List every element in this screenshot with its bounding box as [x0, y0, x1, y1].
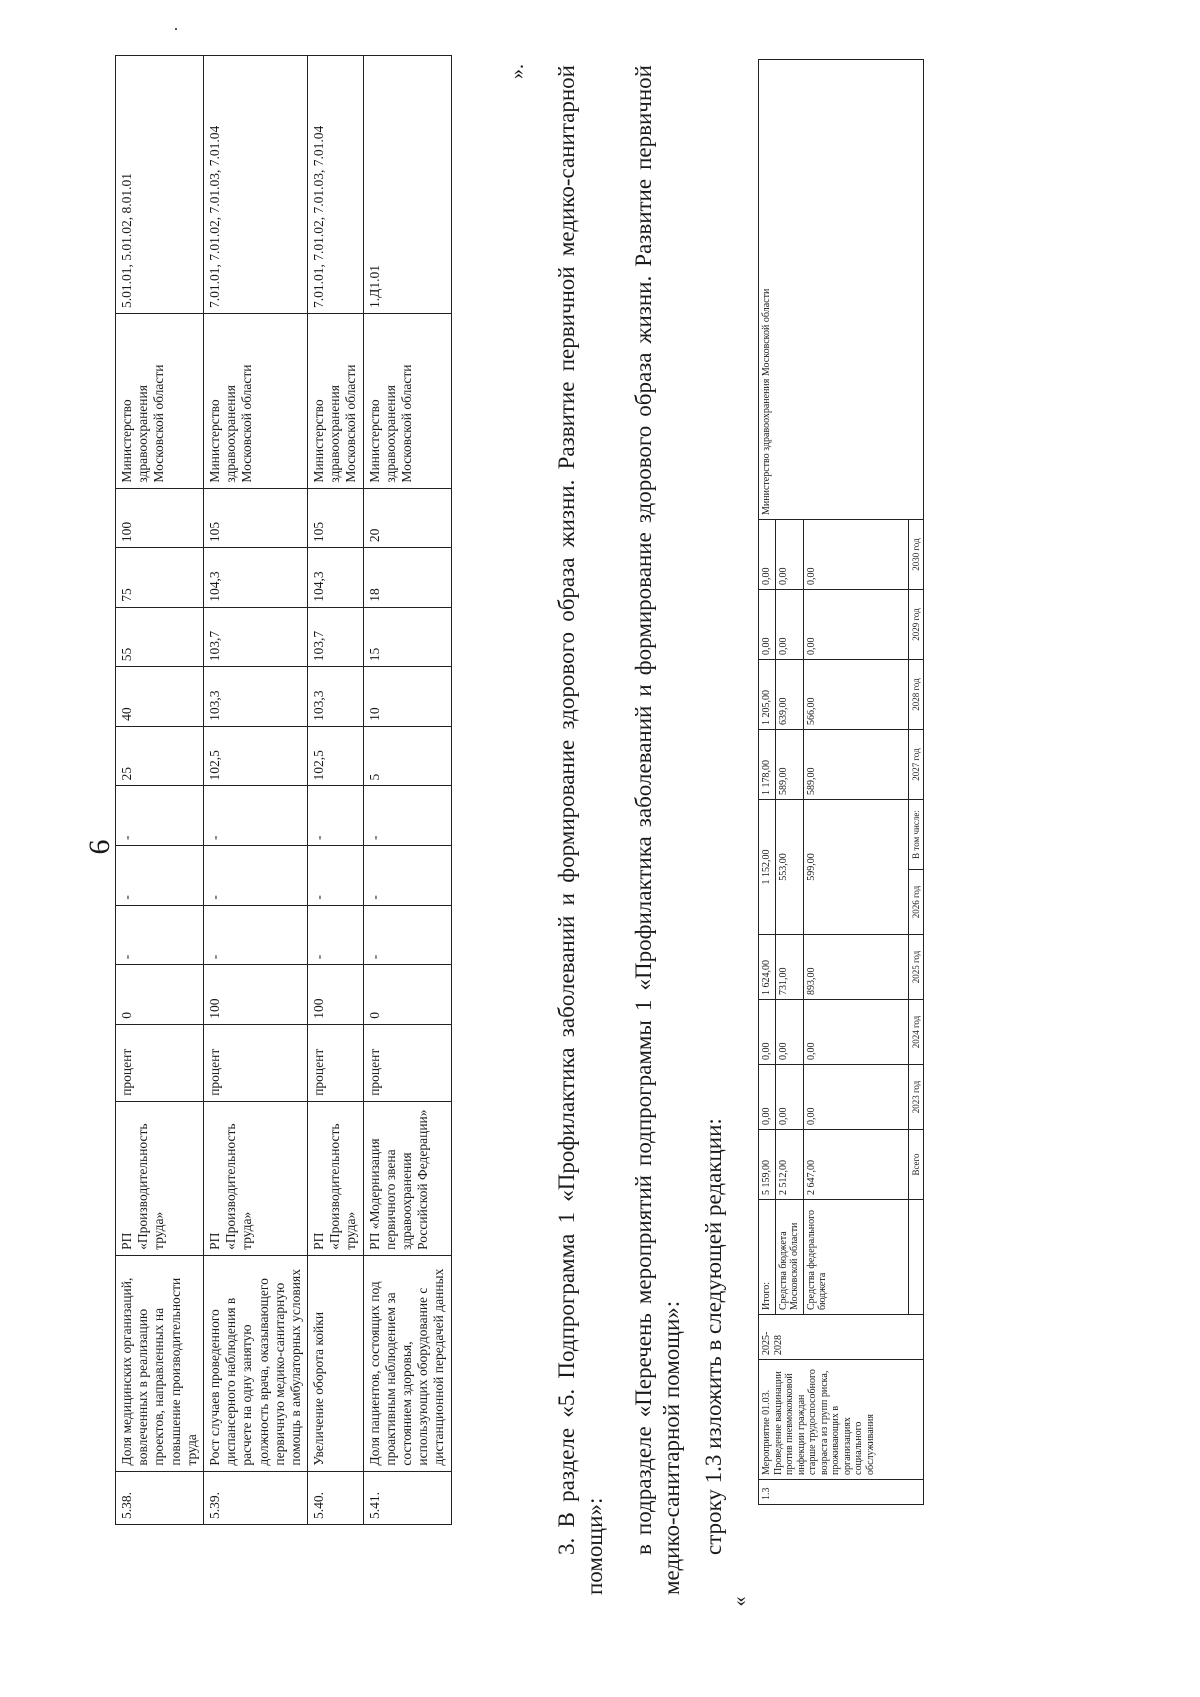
- indicator-c3: -: [308, 786, 364, 846]
- header-including: В том числе:: [908, 800, 923, 870]
- finance-cell: 0,00: [803, 520, 908, 590]
- indicator-c1: -: [363, 905, 451, 965]
- opening-quote: «: [728, 1596, 751, 1607]
- indicator-num: 5.38.: [116, 1471, 204, 1524]
- indicator-row: [203, 56, 307, 1525]
- indicator-c7: 104,3: [308, 548, 364, 608]
- finance-num: 1.3: [759, 1480, 924, 1505]
- finance-cell: 0,00: [759, 520, 776, 590]
- finance-cell: 0,00: [803, 1000, 908, 1065]
- finance-cell: 566,00: [803, 660, 908, 730]
- header-year: 2029 год: [908, 590, 923, 660]
- finance-cell: 2 512,00: [775, 1130, 803, 1200]
- indicator-resp: Министерство здравоохранения Московской области: [203, 313, 307, 488]
- header-year: 2025 год: [908, 935, 923, 1000]
- indicator-c4: 102,5: [308, 726, 364, 786]
- finance-row-total: [759, 60, 776, 1505]
- indicator-c2: -: [203, 846, 307, 906]
- indicator-c6: 55: [116, 607, 204, 667]
- finance-cell: 589,00: [803, 730, 908, 800]
- indicator-c3: -: [363, 786, 451, 846]
- finance-cell: 599,00: [803, 800, 908, 935]
- finance-cell: 639,00: [775, 660, 803, 730]
- finance-cell: 731,00: [775, 935, 803, 1000]
- scan-speck: [175, 28, 177, 30]
- indicator-c1: -: [308, 905, 364, 965]
- indicator-links: 1.Д1.01: [363, 56, 451, 314]
- indicator-links: 7.01.01, 7.01.02, 7.01.03, 7.01.04: [203, 56, 307, 314]
- indicator-unit: процент: [203, 1024, 307, 1101]
- finance-cell: 589,00: [775, 730, 803, 800]
- finance-cell: 1 624,00: [759, 935, 776, 1000]
- indicator-c7: 18: [363, 548, 451, 608]
- header-year: 2024 год: [908, 1000, 923, 1065]
- indicator-base: 100: [203, 965, 307, 1025]
- indicator-project: РП «Производительность труда»: [116, 1101, 204, 1255]
- indicator-c1: -: [116, 905, 204, 965]
- indicator-c6: 103,7: [203, 607, 307, 667]
- indicator-c8: 20: [363, 488, 451, 548]
- indicator-links: 7.01.01, 7.01.02, 7.01.03, 7.01.04: [308, 56, 364, 314]
- indicator-c6: 103,7: [308, 607, 364, 667]
- finance-source: Средства бюджета Московской области: [775, 1200, 803, 1315]
- indicator-name: Доля медицинских организаций, вовлеченных в реализацию проектов, направленных на повышение производительности труда: [116, 1255, 204, 1471]
- indicator-c4: 5: [363, 726, 451, 786]
- indicator-table: [115, 55, 452, 1525]
- indicator-num: 5.39.: [203, 1471, 307, 1524]
- finance-cell: 0,00: [775, 1065, 803, 1130]
- paragraph-text: в подразделе «Перечень мероприятий подпрограммы 1 «Профилактика заболеваний и формирование здорового образа жизни. Развитие первичной медико-санитарной помощи»:: [631, 65, 685, 1595]
- finance-cell: 0,00: [775, 1000, 803, 1065]
- indicator-name: Рост случаев проведенного диспансерного наблюдения в расчете на одну занятую должность врача, оказывающего первичную медико-санитарную помощь в амбулаторных условиях: [203, 1255, 307, 1471]
- indicator-c5: 103,3: [308, 667, 364, 727]
- indicator-unit: процент: [363, 1024, 451, 1101]
- indicator-num: 5.40.: [308, 1471, 364, 1524]
- paragraph-section-3: [553, 65, 609, 1595]
- finance-source: Итого:: [759, 1200, 776, 1315]
- finance-cell: 0,00: [803, 590, 908, 660]
- finance-event: Мероприятие 01.03. Проведение вакцинации против пневмококковой инфекции граждан старше трудоспособного возраста из групп риска, проживающих в организациях социального обслуживания: [759, 1360, 924, 1480]
- indicator-row: [308, 56, 364, 1525]
- indicator-base: 100: [308, 965, 364, 1025]
- finance-resp: Министерство здравоохранения Московской области: [759, 60, 924, 520]
- indicator-c5: 10: [363, 667, 451, 727]
- finance-cell: 0,00: [759, 1065, 776, 1130]
- finance-cell: 0,00: [759, 590, 776, 660]
- finance-cell: 2 647,00: [803, 1130, 908, 1200]
- indicator-resp: Министерство здравоохранения Московской области: [363, 313, 451, 488]
- indicator-c5: 103,3: [203, 667, 307, 727]
- finance-cell: 0,00: [775, 520, 803, 590]
- finance-period: 2025-2028: [759, 1315, 924, 1360]
- indicator-base: 0: [116, 965, 204, 1025]
- indicator-name: Доля пациентов, состоящих под проактивным наблюдением за состоянием здоровья, использующих оборудование с дистанционной передачей данных: [363, 1255, 451, 1471]
- paragraph-instruction: [700, 65, 728, 1595]
- indicator-c3: -: [116, 786, 204, 846]
- indicator-name: Увеличение оборота койки: [308, 1255, 364, 1471]
- indicator-c8: 105: [203, 488, 307, 548]
- indicator-c2: -: [308, 846, 364, 906]
- indicator-num: 5.41.: [363, 1471, 451, 1524]
- page-number: 6: [83, 839, 116, 855]
- finance-cell: 1 205,00: [759, 660, 776, 730]
- header-year: 2026 год: [908, 870, 923, 935]
- indicator-c4: 25: [116, 726, 204, 786]
- finance-cell: 0,00: [775, 590, 803, 660]
- finance-cell: 5 159,00: [759, 1130, 776, 1200]
- finance-source: Средства федерального бюджета: [803, 1200, 908, 1315]
- header-year: 2023 год: [908, 1065, 923, 1130]
- indicator-c2: -: [116, 846, 204, 906]
- finance-cell: 893,00: [803, 935, 908, 1000]
- indicator-c7: 104,3: [203, 548, 307, 608]
- header-year: 2027 год: [908, 730, 923, 800]
- finance-cell: 553,00: [775, 800, 803, 935]
- finance-table: [758, 65, 924, 1505]
- indicator-c2: -: [363, 846, 451, 906]
- header-total: Всего: [908, 1130, 923, 1200]
- indicator-project: РП «Производительность труда»: [308, 1101, 364, 1255]
- header-year: 2028 год: [908, 660, 923, 730]
- indicator-c5: 40: [116, 667, 204, 727]
- closing-quote: ».: [506, 64, 528, 79]
- header-year: 2030 год: [908, 520, 923, 590]
- indicator-project: РП «Производительность труда»: [203, 1101, 307, 1255]
- indicator-c8: 105: [308, 488, 364, 548]
- finance-cell: 1 178,00: [759, 730, 776, 800]
- paragraph-subsection: [630, 65, 686, 1595]
- indicator-c1: -: [203, 905, 307, 965]
- finance-cell: 1 152,00: [759, 800, 776, 935]
- paragraph-text: 3. В разделе «5. Подпрограмма 1 «Профилактика заболеваний и формирование здорового образа жизни. Развитие первичной медико-санитарной помощи»:: [554, 65, 608, 1595]
- indicator-row: [116, 56, 204, 1525]
- indicator-resp: Министерство здравоохранения Московской области: [116, 313, 204, 488]
- finance-cell: 0,00: [803, 1065, 908, 1130]
- indicator-resp: Министерство здравоохранения Московской области: [308, 313, 364, 488]
- finance-cell: 0,00: [759, 1000, 776, 1065]
- indicator-c3: -: [203, 786, 307, 846]
- indicator-row: [363, 56, 451, 1525]
- indicator-c7: 75: [116, 548, 204, 608]
- indicator-unit: процент: [116, 1024, 204, 1101]
- indicator-c8: 100: [116, 488, 204, 548]
- indicator-c6: 15: [363, 607, 451, 667]
- indicator-project: РП «Модернизация первичного звена здравоохранения Российской Федерации»: [363, 1101, 451, 1255]
- indicator-unit: процент: [308, 1024, 364, 1101]
- indicator-links: 5.01.01, 5.01.02, 8.01.01: [116, 56, 204, 314]
- indicator-base: 0: [363, 965, 451, 1025]
- finance-header-empty: [908, 1200, 923, 1315]
- paragraph-text: строку 1.3 изложить в следующей редакции:: [701, 1118, 726, 1555]
- indicator-c4: 102,5: [203, 726, 307, 786]
